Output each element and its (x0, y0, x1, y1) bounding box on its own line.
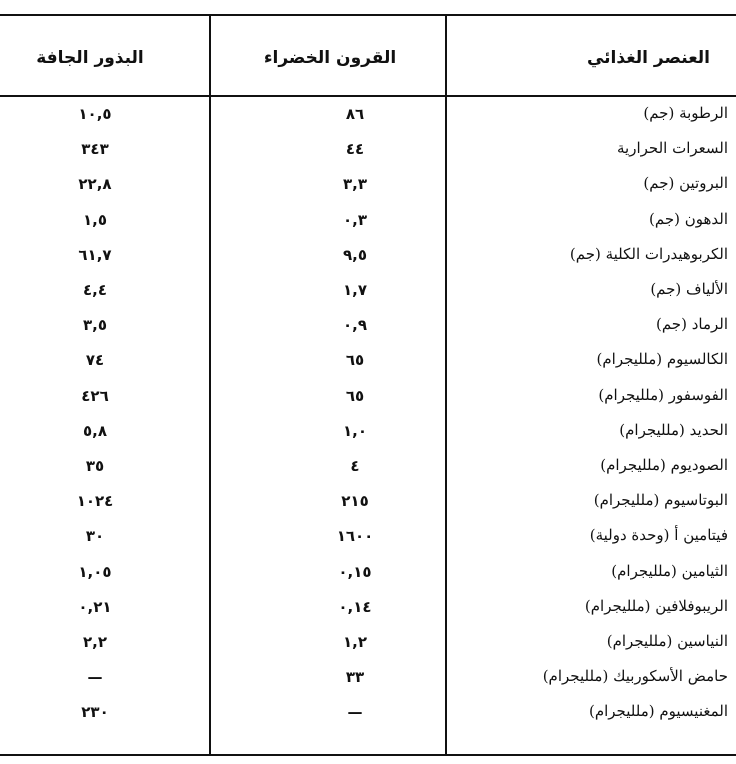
dry-seeds-value: — (87, 668, 103, 686)
header-green-pods: القرون الخضراء (263, 48, 397, 68)
nutrient-label: المغنيسيوم (ملليجرام) (588, 702, 728, 720)
dry-seeds-value: ٦١,٧ (78, 246, 112, 264)
table-row (0, 98, 736, 132)
table-row (0, 520, 736, 554)
table-row (0, 696, 736, 730)
dry-seeds-value: ٥,٨ (82, 422, 107, 440)
table-top-border (0, 14, 736, 16)
table-row (0, 485, 736, 519)
dry-seeds-value: ٢٢,٨ (78, 175, 112, 193)
nutrient-label: البوتاسيوم (ملليجرام) (593, 491, 728, 509)
green-pods-value: ٦٥ (345, 387, 365, 405)
dry-seeds-value: ٣٠ (85, 527, 105, 545)
table-row (0, 309, 736, 343)
table-row (0, 204, 736, 238)
green-pods-value: ١,٠ (342, 422, 367, 440)
dry-seeds-value: ٧٤ (85, 351, 105, 369)
dry-seeds-value: ٣,٥ (82, 316, 107, 334)
green-pods-value: ٩,٥ (342, 246, 367, 264)
green-pods-value: ٤ (350, 457, 360, 475)
green-pods-value: ٠,٣ (342, 211, 367, 229)
header-bottom-border (0, 95, 736, 97)
nutrient-label: البروتين (جم) (643, 174, 728, 192)
dry-seeds-value: ٢٣٠ (81, 703, 109, 721)
green-pods-value: ١٦٠٠ (336, 527, 374, 545)
nutrient-label: الكربوهيدرات الكلية (جم) (569, 245, 728, 263)
table-row (0, 239, 736, 273)
header-nutrient: العنصر الغذائي (586, 48, 710, 68)
nutrient-label: السعرات الحرارية (616, 139, 728, 157)
table-bottom-border (0, 754, 736, 756)
green-pods-value: — (347, 703, 363, 721)
nutrient-label: الفوسفور (ملليجرام) (598, 386, 728, 404)
nutrient-label: الألياف (جم) (650, 280, 728, 298)
nutrient-label: حامض الأسكوربيك (ملليجرام) (542, 667, 728, 685)
dry-seeds-value: ٤,٤ (82, 281, 107, 299)
table-row (0, 274, 736, 308)
table-row (0, 415, 736, 449)
nutrient-label: فيتامين أ (وحدة دولية) (589, 526, 728, 544)
nutrient-label: الكالسيوم (ملليجرام) (596, 350, 728, 368)
dry-seeds-value: ١٠٢٤ (76, 492, 114, 510)
table-row (0, 344, 736, 378)
green-pods-value: ٤٤ (345, 140, 365, 158)
dry-seeds-value: ٣٥ (85, 457, 105, 475)
green-pods-value: ١,٢ (342, 633, 367, 651)
dry-seeds-value: ١٠,٥ (78, 105, 112, 123)
nutrient-label: الرطوبة (جم) (643, 104, 728, 122)
green-pods-value: ٠,١٤ (338, 598, 372, 616)
table-row (0, 556, 736, 590)
nutrient-label: الصوديوم (ملليجرام) (600, 456, 728, 474)
nutrient-label: الدهون (جم) (648, 210, 728, 228)
green-pods-value: ٣٣ (345, 668, 365, 686)
table-row (0, 168, 736, 202)
table-row (0, 591, 736, 625)
green-pods-value: ٦٥ (345, 351, 365, 369)
nutrient-label: النياسين (ملليجرام) (606, 632, 728, 650)
dry-seeds-value: ١,٠٥ (78, 563, 112, 581)
green-pods-value: ٣,٣ (342, 175, 367, 193)
table-row (0, 661, 736, 695)
green-pods-value: ٠,١٥ (338, 563, 372, 581)
header-dry-seeds: البذور الجافة (36, 48, 144, 68)
green-pods-value: ٠,٩ (342, 316, 367, 334)
green-pods-value: ٢١٥ (341, 492, 369, 510)
nutrient-label: الحديد (ملليجرام) (619, 421, 728, 439)
dry-seeds-value: ٤٢٦ (81, 387, 109, 405)
table-row (0, 380, 736, 414)
nutrient-label: الرماد (جم) (655, 315, 728, 333)
table-row (0, 626, 736, 660)
dry-seeds-value: ٣٤٣ (81, 140, 109, 158)
table-row (0, 133, 736, 167)
dry-seeds-value: ٢,٢ (82, 633, 107, 651)
nutrient-label: الثيامين (ملليجرام) (611, 562, 728, 580)
green-pods-value: ٨٦ (345, 105, 365, 123)
dry-seeds-value: ١,٥ (82, 211, 107, 229)
dry-seeds-value: ٠,٢١ (78, 598, 112, 616)
nutrient-label: الريبوفلافين (ملليجرام) (584, 597, 728, 615)
table-row (0, 450, 736, 484)
green-pods-value: ١,٧ (342, 281, 367, 299)
